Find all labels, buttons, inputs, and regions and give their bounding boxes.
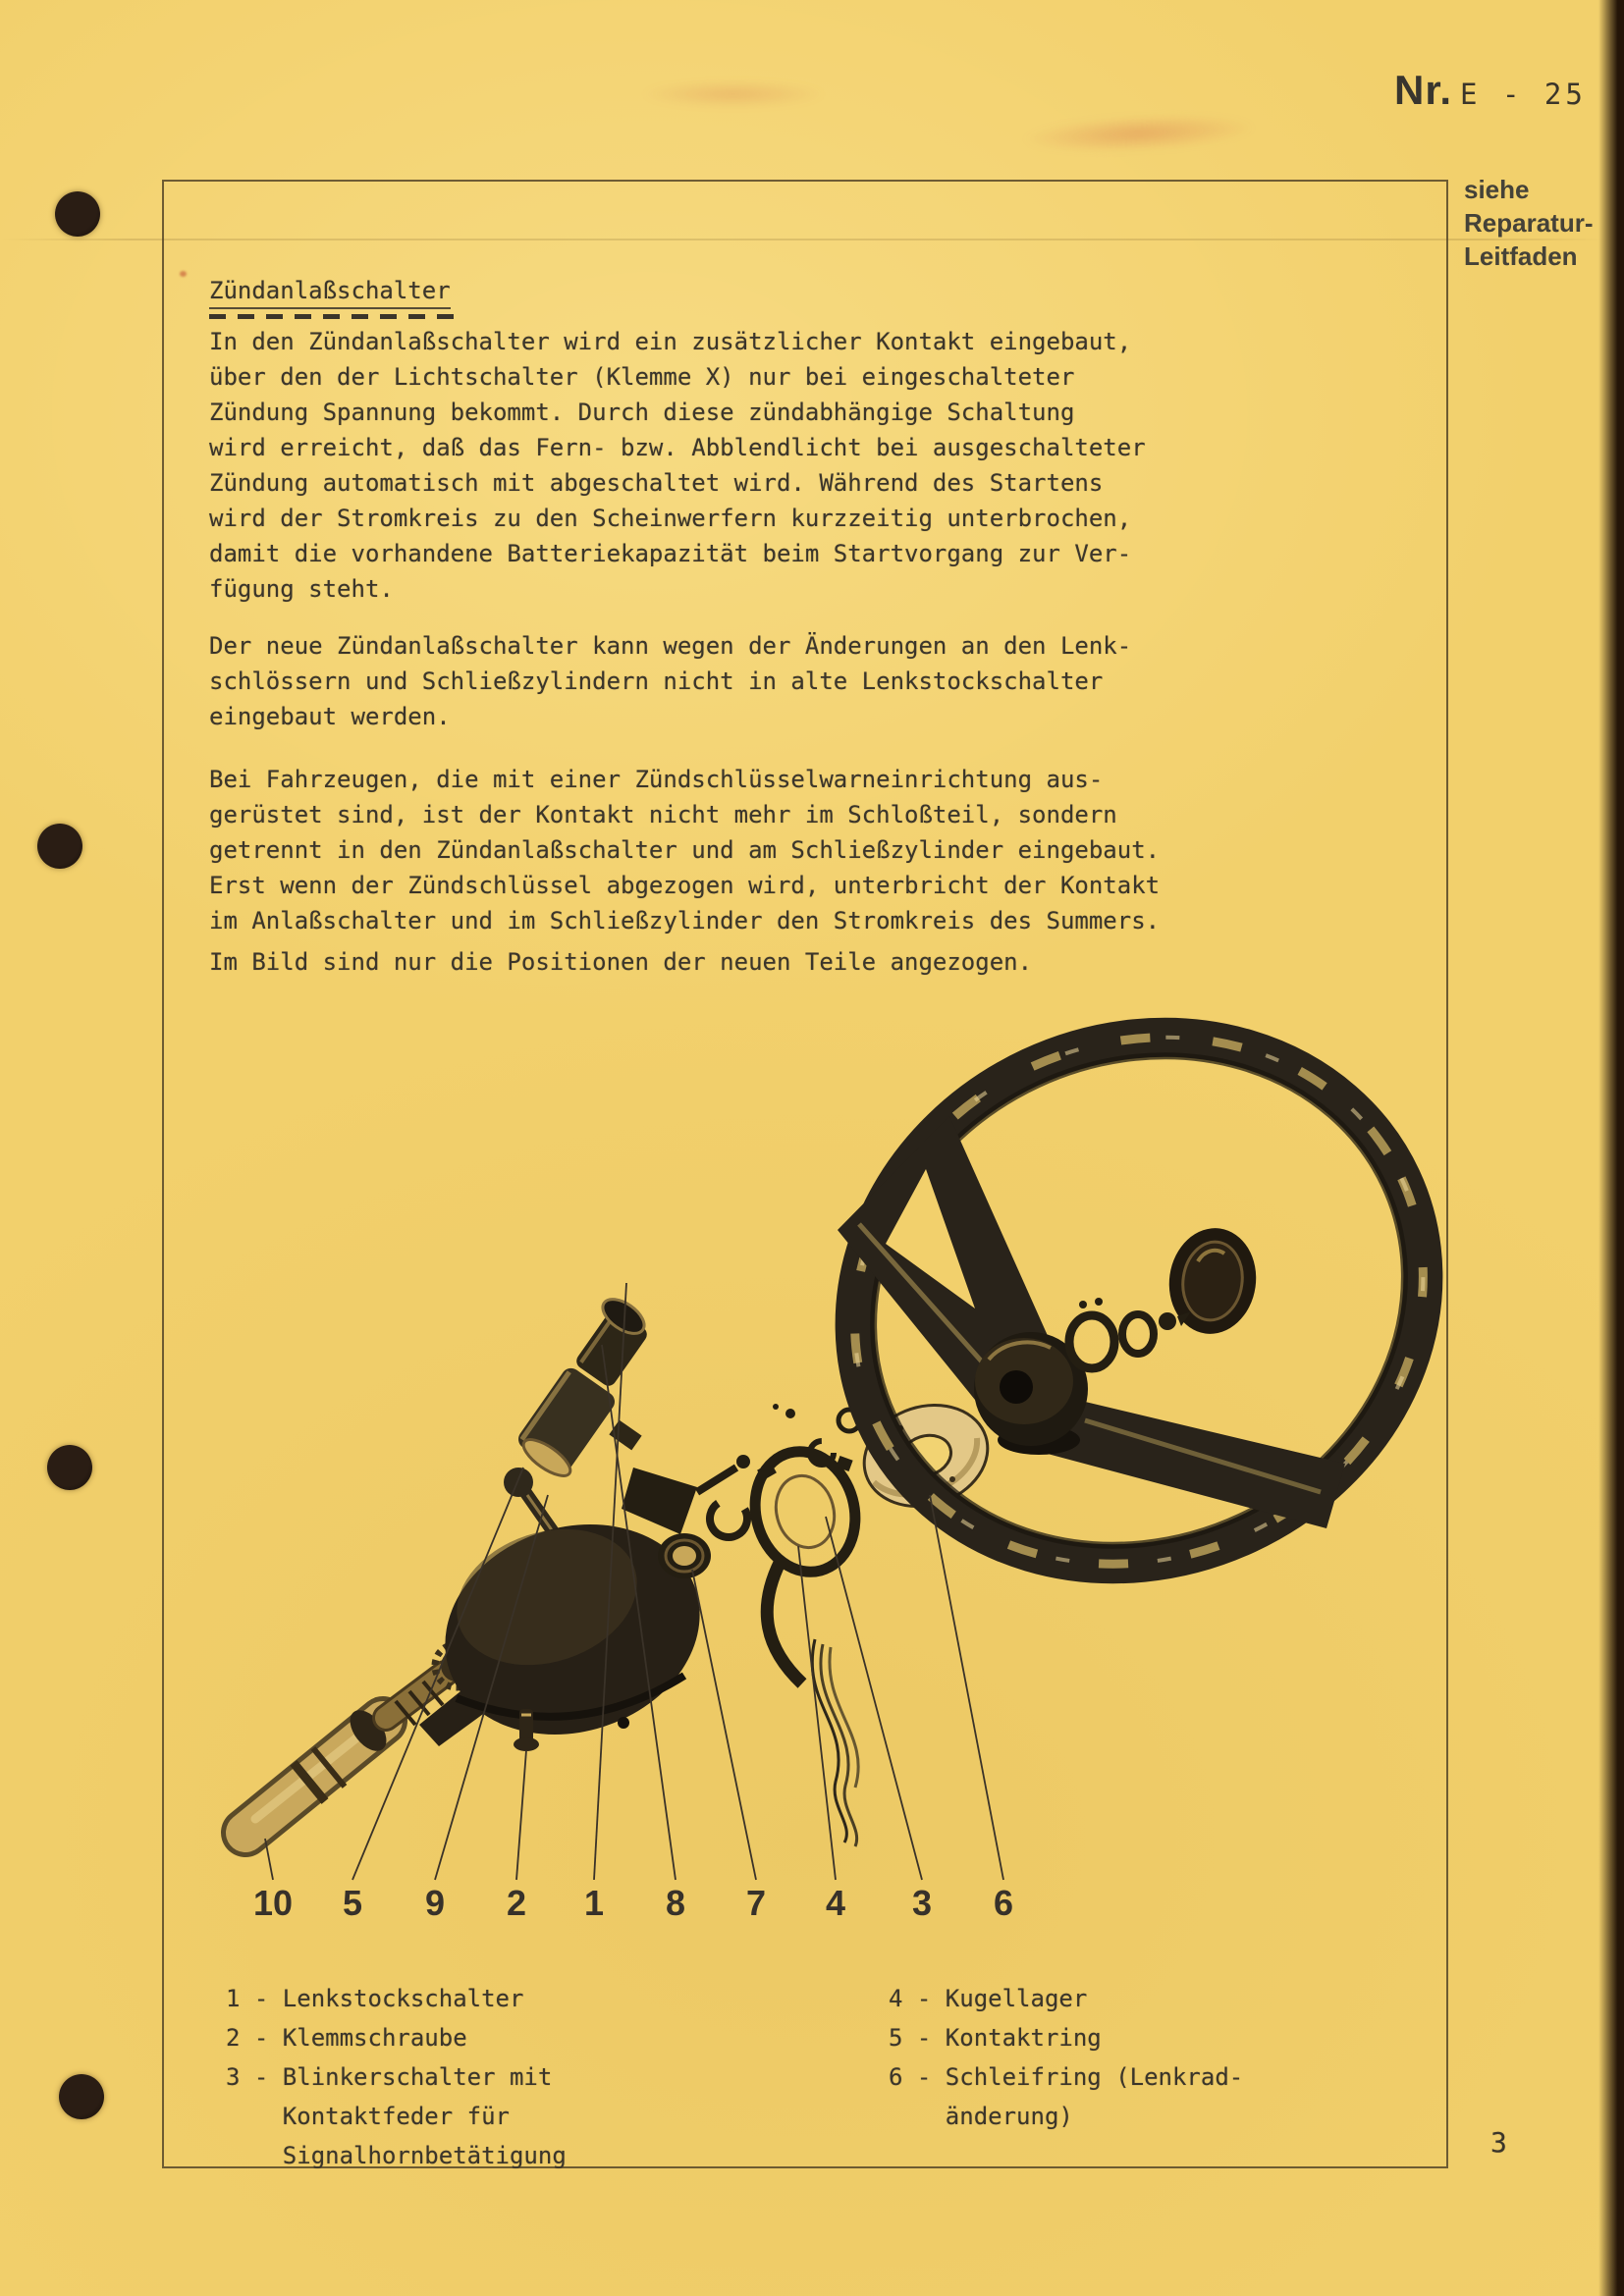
page-number: 3 <box>1490 2126 1507 2159</box>
text-line: Im Bild sind nur die Positionen der neuen Teile angezogen. <box>209 948 1033 976</box>
ball-bearing <box>658 1533 711 1578</box>
margin-note <box>1464 173 1593 273</box>
text-line: Zündung Spannung bekommt. Durch diese zündabhängige Schaltung <box>209 399 1075 426</box>
punch-hole <box>59 2074 104 2119</box>
margin-note-line: Leitfaden <box>1464 241 1578 271</box>
punch-hole <box>37 824 82 869</box>
parts-legend-right <box>889 1979 1243 2136</box>
fastener-screw <box>1159 1312 1176 1330</box>
document-number-label: Nr. <box>1394 67 1453 113</box>
figure-callout-number: 4 <box>825 1883 846 1923</box>
legend-line: Signalhornbetätigung <box>226 2142 567 2169</box>
text-line: getrennt in den Zündanlaßschalter und am Schließzylinder eingebaut. <box>209 836 1161 864</box>
text-line: Bei Fahrzeugen, die mit einer Zündschlüsselwarneinrichtung aus- <box>209 766 1104 793</box>
paragraph-2 <box>209 628 1131 734</box>
text-line: im Anlaßschalter und im Schließzylinder den Stromkreis des Summers. <box>209 907 1161 934</box>
paragraph-1 <box>209 324 1146 607</box>
washer-ring <box>1069 1315 1114 1368</box>
figure-callout-number: 3 <box>911 1883 933 1923</box>
parts-legend-left <box>226 1979 567 2175</box>
punch-hole <box>55 191 100 237</box>
text-line: über den der Lichtschalter (Klemme X) nur bei eingeschalteter <box>209 363 1075 391</box>
figure-callout-number: 9 <box>424 1883 446 1923</box>
document-number <box>1394 67 1587 114</box>
margin-note-line: Reparatur- <box>1464 208 1594 238</box>
figure-callout-number: 1 <box>583 1883 605 1923</box>
figure-callout-number: 10 <box>252 1883 294 1923</box>
text-line: wird der Stromkreis zu den Scheinwerfern kurzzeitig unterbrochen, <box>209 505 1132 532</box>
legend-line: 4 - Kugellager <box>889 1985 1088 2012</box>
legend-line: Kontaktfeder für <box>226 2103 510 2130</box>
legend-line: 5 - Kontaktring <box>889 2024 1102 2052</box>
paragraph-3 <box>209 762 1160 938</box>
legend-line: 3 - Blinkerschalter mit <box>226 2063 553 2091</box>
text-line: wird erreicht, daß das Fern- bzw. Abblendlicht bei ausgeschalteter <box>209 434 1146 461</box>
ignition-switch-assembly <box>514 1293 750 1534</box>
text-line: damit die vorhandene Batteriekapazität beim Startvorgang zur Ver- <box>209 540 1132 567</box>
document-number-value: E - 25 <box>1460 78 1587 111</box>
steering-column-tube <box>245 1703 394 1833</box>
text-line: Zündung automatisch mit abgeschaltet wird. Während des Startens <box>209 469 1104 497</box>
text-line: eingebaut werden. <box>209 703 451 730</box>
red-ink-smudge <box>640 80 827 108</box>
figure-callout-number: 8 <box>665 1883 686 1923</box>
figure-callout-number: 5 <box>342 1883 363 1923</box>
paragraph-4 <box>209 944 1032 980</box>
heading-underline-dashes <box>209 314 457 319</box>
legend-line: 1 - Lenkstockschalter <box>226 1985 524 2012</box>
legend-line: änderung) <box>889 2103 1073 2130</box>
steering-wheel <box>768 996 1446 1656</box>
text-line: schlössern und Schließzylindern nicht in alte Lenkstockschalter <box>209 667 1104 695</box>
exploded-view-figure <box>162 996 1446 1924</box>
text-line: Erst wenn der Zündschlüssel abgezogen wird, unterbricht der Kontakt <box>209 872 1161 899</box>
text-line: fügung steht. <box>209 575 394 603</box>
section-heading: Zündanlaßschalter <box>209 277 451 309</box>
hex-nut <box>1122 1314 1154 1354</box>
scan-edge-shadow <box>1598 0 1624 2296</box>
text-line: Der neue Zündanlaßschalter kann wegen der Änderungen an den Lenk- <box>209 632 1132 660</box>
callout-leader-lines <box>265 1283 1003 1880</box>
punch-hole <box>47 1445 92 1490</box>
legend-line: 2 - Klemmschraube <box>226 2024 467 2052</box>
callout-numbers <box>253 1883 1013 1923</box>
red-ink-smudge <box>1020 110 1258 158</box>
text-line: gerüstet sind, ist der Kontakt nicht mehr im Schloßteil, sondern <box>209 801 1117 828</box>
figure-callout-number: 2 <box>506 1883 527 1923</box>
text-line: In den Zündanlaßschalter wird ein zusätzlicher Kontakt eingebaut, <box>209 328 1132 355</box>
margin-note-line: siehe <box>1464 175 1530 204</box>
figure-callout-number: 6 <box>993 1883 1014 1923</box>
figure-callout-number: 7 <box>745 1883 767 1923</box>
section-heading-wrap <box>209 277 457 319</box>
legend-line: 6 - Schleifring (Lenkrad- <box>889 2063 1244 2091</box>
turn-signal-switch-ring <box>742 1440 869 1846</box>
retaining-clip <box>703 1493 754 1544</box>
